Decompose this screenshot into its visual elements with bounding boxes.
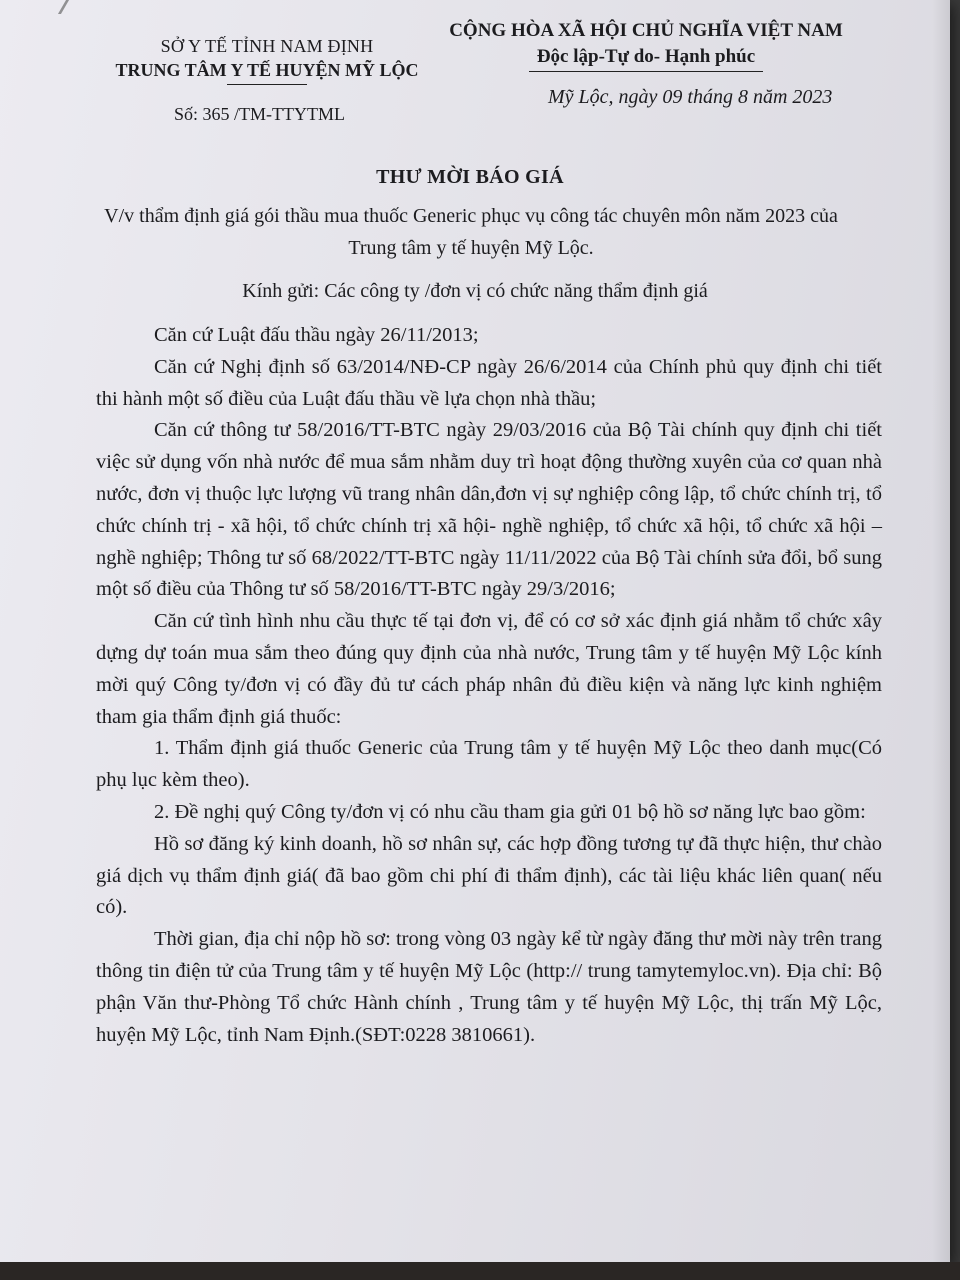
- nation-name: CỘNG HÒA XÃ HỘI CHỦ NGHĨA VIỆT NAM: [449, 20, 843, 41]
- document-title: THƯ MỜI BÁO GIÁ: [376, 166, 564, 188]
- desk-surface: [0, 1262, 960, 1280]
- national-header-block: [446, 18, 846, 72]
- national-motto: Độc lập-Tự do- Hạnh phúc: [529, 44, 763, 72]
- paragraph-invitation: Căn cứ tình hình nhu cầu thực tế tại đơn vị, để có cơ sở xác định giá nhằm tổ chức xây dựng dự toán mua sắm theo đúng quy định của nhà nước, Trung tâm y tế huyện Mỹ Lộc kính mời quý Công ty/đơn vị có đầy đủ tư cách pháp nhân đủ điều kiện và năng lực kinh nghiệm tham gia thẩm định giá thuốc:: [96, 610, 882, 728]
- center-name: TRUNG TÂM Y TẾ HUYỆN MỸ LỘC: [115, 60, 419, 80]
- paragraph-item-1: 1. Thẩm định giá thuốc Generic của Trung tâm y tế huyện Mỹ Lộc theo danh mục(Có phụ lục kèm theo).: [96, 737, 882, 792]
- paragraph-legal-basis-3: Căn cứ thông tư 58/2016/TT-BTC ngày 29/03/2016 của Bộ Tài chính quy định chi tiết việc sử dụng vốn nhà nước để mua sắm nhằm duy trì hoạt động thường xuyên của cơ quan nhà nước, đơn vị thuộc lực lượng vũ trang nhân dân,đơn vị sự nghiệp công lập, tổ chức chính trị, tổ chức chính trị - xã hội, tổ chức chính trị xã hội- nghề nghiệp, tổ chức xã hội, tổ chức xã hội – nghề nghiệp; Thông tư số 68/2022/TT-BTC ngày 11/11/2022 của Bộ Tài chính sửa đổi, bổ sung một số điều của Thông tư số 58/2016/TT-BTC ngày 29/3/2016;: [96, 419, 882, 601]
- document-number: Số: 365 /TM-TTYTML: [174, 104, 345, 124]
- recipient-line: Kính gửi: Các công ty /đơn vị có chức năng thẩm định giá: [242, 280, 708, 302]
- paragraph-legal-basis-1: Căn cứ Luật đấu thầu ngày 26/11/2013;: [154, 324, 479, 346]
- place-date: Mỹ Lộc, ngày 09 tháng 8 năm 2023: [548, 86, 833, 108]
- paper-shadow-edge: [932, 0, 950, 1262]
- paragraph-submission-details: Thời gian, địa chỉ nộp hồ sơ: trong vòng 03 ngày kể từ ngày đăng thư mời này trên trang thông tin điện tử của Trung tâm y tế huyện Mỹ Lộc (http:// trung tamytemyloc.vn). Địa chỉ: Bộ phận Văn thư-Phòng Tổ chức Hành chính , Trung tâm y tế huyện Mỹ Lộc, thị trấn Mỹ Lộc, huyện Mỹ Lộc, tỉnh Nam Định.(SĐT:0228 3810661).: [96, 928, 882, 1046]
- paragraph-legal-basis-2: Căn cứ Nghị định số 63/2014/NĐ-CP ngày 26/6/2014 của Chính phủ quy định chi tiết thi hành một số điều của Luật đấu thầu về lựa chọn nhà thầu;: [96, 355, 882, 410]
- document-subject: V/v thẩm định giá gói thầu mua thuốc Generic phục vụ công tác chuyên môn năm 2023 của Trung tâm y tế huyện Mỹ Lộc.: [104, 205, 838, 259]
- paragraph-item-2: 2. Đề nghị quý Công ty/đơn vị có nhu cầu tham gia gửi 01 bộ hồ sơ năng lực bao gồm:: [154, 800, 866, 823]
- header-rule-left: [227, 84, 307, 85]
- paragraph-dossier-contents: Hồ sơ đăng ký kinh doanh, hồ sơ nhân sự, các hợp đồng tương tự đã thực hiện, thư chào giá dịch vụ thẩm định giá( đã bao gồm chi phí đi thẩm định), các tài liệu khác liên quan( nếu có).: [96, 832, 882, 919]
- agency-name: SỞ Y TẾ TỈNH NAM ĐỊNH: [160, 36, 374, 56]
- staple-mark: [58, 0, 85, 14]
- document-body: [96, 320, 882, 1051]
- issuing-agency-block: [108, 34, 426, 85]
